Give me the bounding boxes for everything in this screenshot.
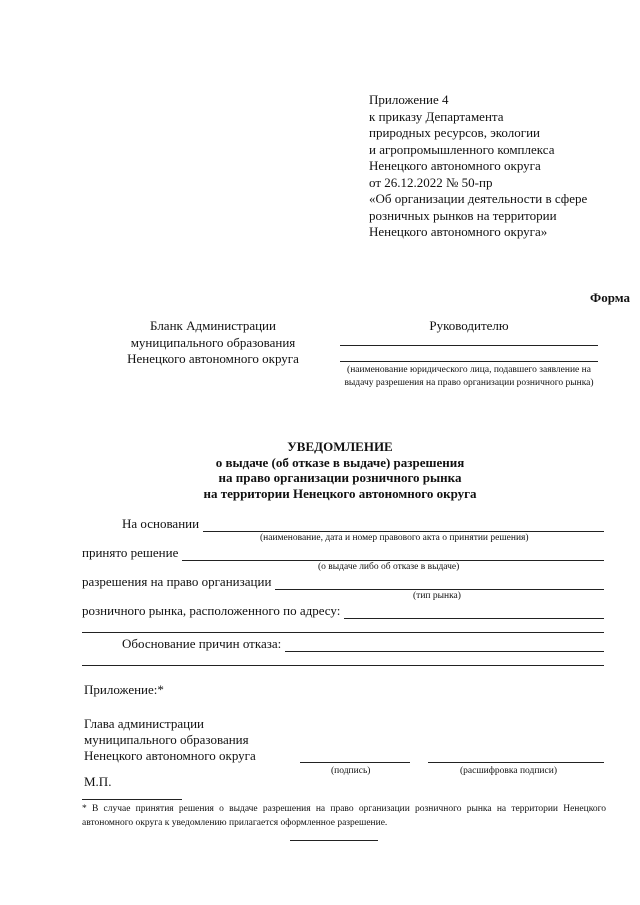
signatory-line: муниципального образования [84,732,249,747]
administration-blank [100,318,326,368]
signature-caption: (подпись) [331,766,371,776]
seal-mark: М.П. [84,774,112,789]
address-row [82,603,604,619]
attachment-label: Приложение:* [84,682,164,697]
blank-line: Ненецкого автономного округа [127,351,299,366]
addressee-title: Руководителю [429,318,509,333]
blank-line: Бланк Администрации [150,318,276,333]
signature-line[interactable] [300,762,410,763]
footnote-separator [82,799,182,800]
address-extra-line[interactable] [82,632,604,633]
notice-title: УВЕДОМЛЕНИЕ [287,439,393,454]
annex-line: и агропромышленного комплекса [369,141,555,157]
decision-caption: (о выдаче либо об отказе в выдаче) [318,562,460,572]
annex-header [369,92,629,241]
decision-row [82,545,604,561]
blank-line: муниципального образования [130,334,296,350]
decision-label: принято решение [82,545,179,560]
permit-caption: (тип рынка) [413,591,461,601]
form-label: Форма [590,290,630,305]
signatory-line: Глава администрации [84,716,205,731]
annex-line: «Об организации деятельности в сфере [369,191,588,206]
basis-label: На основании [122,516,200,531]
notice-subtitle-line: на право организации розничного рынка [218,470,462,485]
annex-line: Приложение 4 [369,92,449,107]
address-field[interactable] [344,606,604,619]
addressee-caption: (наименование юридического лица, подавшего заявление на выдачу разрешения на право организации розничного рынка) [344,365,594,388]
notice-subtitle-line: на территории Ненецкого автономного округа [203,485,477,501]
permit-label: разрешения на право организации [82,574,272,589]
notice-heading [80,439,600,501]
refusal-label: Обоснование причин отказа: [122,636,282,651]
footnote-text: * В случае принятия решения о выдаче разрешения на право организации розничного рынка на территории Ненецкого автономного округа к уведомлению прилагается оформленное разрешение. [82,804,606,828]
basis-caption: (наименование, дата и номер правового акта о принятии решения) [260,533,529,543]
permit-row [82,574,604,590]
signature-decode-caption: (расшифровка подписи) [460,766,557,776]
annex-line: природных ресурсов, экологии [369,125,540,140]
signatory-block [84,716,256,764]
decision-field[interactable] [182,548,604,561]
notice-subtitle-line: о выдаче (об отказе в выдаче) разрешения [215,454,465,470]
annex-line: Ненецкого автономного округа [369,158,541,173]
annex-line: розничных рынков на территории [369,207,557,223]
end-divider [290,840,378,841]
basis-row [122,516,604,532]
addressee-line-2[interactable] [340,361,598,362]
refusal-field[interactable] [285,639,604,652]
refusal-extra-line[interactable] [82,665,604,666]
annex-line: к приказу Департамента [369,108,504,124]
addressee-block [340,318,598,389]
basis-field[interactable] [203,519,604,532]
annex-line: Ненецкого автономного округа» [369,224,548,239]
addressee-line-1[interactable] [340,345,598,346]
signature-decode-line[interactable] [428,762,604,763]
refusal-row [122,636,604,652]
annex-line: от 26.12.2022 № 50-пр [369,174,493,190]
permit-field[interactable] [275,577,604,590]
signatory-line: Ненецкого автономного округа [84,748,256,763]
address-label: розничного рынка, расположенного по адресу: [82,603,341,618]
